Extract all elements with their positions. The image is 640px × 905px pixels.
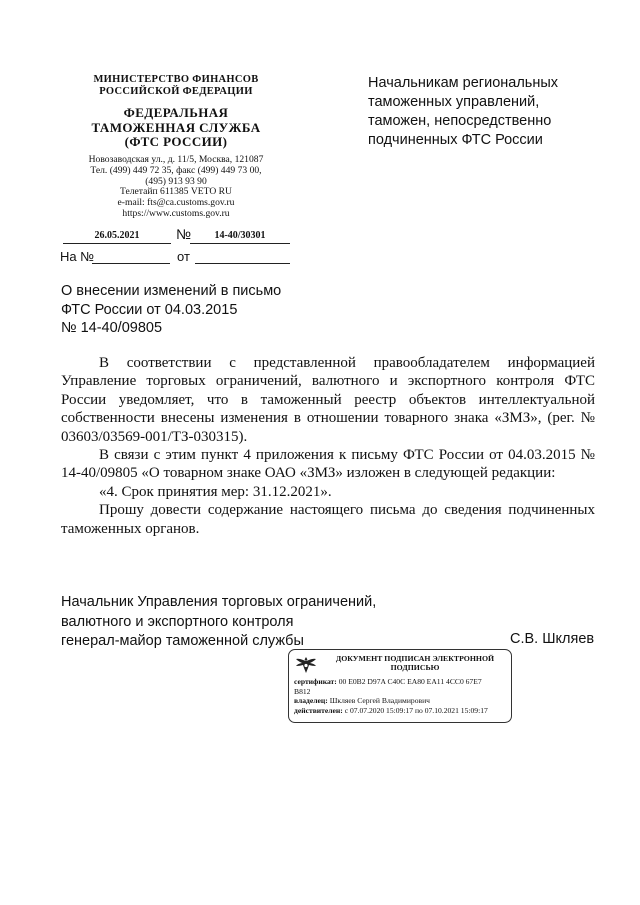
certificate-row	[294, 677, 508, 687]
reference-number-line	[92, 262, 170, 264]
body-paragraph-3: «4. Срок принятия мер: 31.12.2021».	[99, 483, 332, 500]
validity-row	[294, 706, 508, 716]
e-signature-title-line-1: ДОКУМЕНТ ПОДПИСАН ЭЛЕКТРОННОЙ	[335, 654, 495, 663]
subject-line-2: ФТС России от 04.03.2015	[61, 301, 238, 318]
certificate-value-cont: B812	[294, 686, 311, 696]
e-signature-details	[294, 677, 508, 716]
addressee-line-1: Начальникам региональных	[368, 75, 559, 91]
subject-block	[61, 282, 361, 338]
letterhead-service	[56, 106, 296, 150]
registration-number: 14-40/30301	[190, 229, 290, 244]
certificate-label: сертификат:	[294, 677, 337, 686]
registration-date: 26.05.2021	[63, 229, 171, 244]
contact-phone-2: (495) 913 93 90	[145, 175, 207, 187]
owner-value: Шкляев Сергей Владимирович	[329, 696, 430, 706]
position-line-3: генерал-майор таможенной службы	[61, 633, 304, 650]
subject-line-1: О внесении изменений в письмо	[61, 283, 282, 299]
letterhead-ministry	[56, 74, 296, 98]
contact-phone: Тел. (499) 449 72 35, факс (499) 449 73 00,	[90, 164, 262, 176]
subject-line-3: № 14-40/09805	[61, 320, 163, 337]
addressee-block	[368, 74, 618, 149]
addressee-line-2: таможенных управлений,	[368, 93, 540, 110]
e-signature-title-line-2: ПОДПИСЬЮ	[390, 662, 440, 672]
eagle-emblem-icon	[295, 655, 317, 675]
owner-label: владелец:	[294, 696, 328, 706]
service-line-2: ТАМОЖЕННАЯ СЛУЖБА	[91, 119, 261, 135]
position-line-1: Начальник Управления торговых ограничений,	[61, 594, 377, 610]
validity-label: действителен:	[294, 706, 343, 716]
reference-label: На №	[60, 249, 95, 264]
service-line-3: (ФТС РОССИИ)	[124, 134, 228, 150]
body-paragraph-2: В связи с этим пункт 4 приложения к письму ФТС России от 04.03.2015 № 14-40/09805 «О товарном знаке ОАО «ЗМЗ» изложен в следующей редакции:	[61, 447, 595, 482]
contact-email[interactable]: e-mail: fts@ca.customs.gov.ru	[117, 197, 235, 209]
validity-value: с 07.07.2020 15:09:17 по 07.10.2021 15:09:17	[344, 706, 488, 716]
contact-teletype: Телетайп 611385 VETO RU	[120, 186, 232, 198]
ministry-line-1: МИНИСТЕРСТВО ФИНАНСОВ	[93, 74, 259, 85]
e-signature-title	[323, 655, 507, 673]
signatory-name: С.В. Шкляев	[510, 631, 595, 647]
body-paragraph-4: Прошу довести содержание настоящего письма до сведения подчиненных таможенных органов.	[61, 502, 595, 537]
position-line-2: валютного и экспортного контроля	[61, 613, 294, 630]
e-signature-stamp	[288, 649, 512, 723]
letter-body	[61, 354, 595, 538]
contact-address: Новозаводская ул., д. 11/5, Москва, 121087	[88, 154, 264, 165]
reference-from-label: от	[177, 249, 190, 264]
addressee-line-4: подчиненных ФТС России	[368, 131, 543, 148]
number-sign: №	[176, 226, 192, 242]
ministry-line-2: РОССИЙСКОЙ ФЕДЕРАЦИИ	[99, 86, 253, 98]
signatory-position	[61, 593, 376, 652]
contact-website[interactable]: https://www.customs.gov.ru	[122, 208, 230, 220]
addressee-line-3: таможен, непосредственно	[368, 112, 552, 129]
service-line-1: ФЕДЕРАЛЬНАЯ	[123, 105, 229, 120]
body-paragraph-1: В соответствии с представленной правообладателем информацией Управление торговых ограничений, валютного и экспортного контроля ФТС России уведомляет, что в таможенный реестр объектов интеллектуальной собственности внесены изменения в отношении товарного знака «ЗМЗ», (рег. № 03603/03569-001/ТЗ-030315).	[61, 355, 595, 445]
certificate-value: 00 E0B2 D97A C40C EA80 EA11 4CC0 67E7	[338, 677, 482, 686]
owner-row	[294, 696, 508, 706]
letterhead-contacts	[56, 155, 296, 220]
reference-date-line	[195, 262, 290, 264]
